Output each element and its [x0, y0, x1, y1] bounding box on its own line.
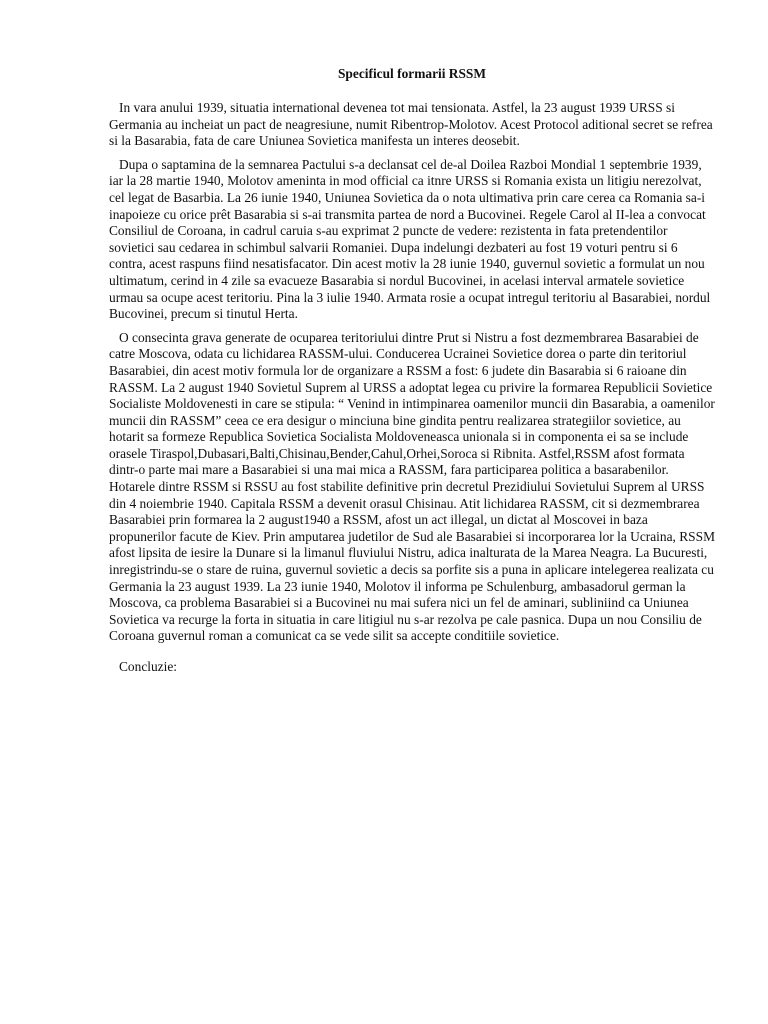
document-page: [109, 64, 715, 683]
document-title: Specificul formarii RSSM: [337, 66, 487, 81]
paragraph-1: In vara anului 1939, situatia international devenea tot mai tensionata. Astfel, la 23 august 1939 URSS si Germania au incheiat un pact de neagresiune, numit Ribentrop-Molotov. Acest Protocol aditional secret se refrea si la Basarabia, fata de care Uniunea Sovietica manifesta un interes deosebit.: [109, 100, 713, 149]
paragraph-3: O consecinta grava generate de ocuparea teritoriului dintre Prut si Nistru a fost dezmembrarea Basarabiei de catre Moscova, odata cu lichidarea RASSM-ului. Conducerea Ucrainei Sovietice dorea o parte din teritoriul Basarabiei, din acest motiv formula lor de organizare a RSSM a fost: 6 judete din Basarabia si 6 raioane din RASSM. La 2 august 1940 Sovietul Suprem al URSS a adoptat legea cu privire la formarea Republicii Sovietice Socialiste Moldovenesti in care se stipula: “ Venind in intimpinarea oamenilor muncii din Basarabia, a oamenilor muncii din RASSM” ceea ce era desigur o minciuna bine gindita pentru realizarea strategiilor sovietice, au hotarit sa formeze Republica Sovietica Socialista Moldoveneasca unionala si in componenta ei sa se include orasele Tiraspol,Dubasari,Balti,Chisinau,Bender,Cahul,Orhei,Soroca si Ribnita. Astfel,RSSM afost formata dintr-o parte mai mare a Basarabiei si una mai mica a RASSM, fara participarea politica a basarabenilor. Hotarele dintre RSSM si RSSU au fost stabilite definitive prin decretul Prezidiului Sovietului Suprem al URSS din 4 noiembrie 1940. Capitala RSSM a devenit orasul Chisinau. Atit lichidarea RASSM, cit si dezmembrarea Basarabiei prin formarea la 2 august1940 a RSSM, afost un act illegal, un dictat al Moscovei in baza propunerilor facute de Kiev. Prin amputarea judetilor de Sud ale Basarabiei si incorporarea lor la Ucraina, RSSM afost lipsita de iesire la Dunare si la limanul fluviului Nistru, adica inalturata de la Marea Neagra. La Bucuresti, inregistrindu-se o stare de ruina, guvernul sovietic a decis sa porfite sis a puna in aplicare intelegerea realizata cu Germania la 23 august 1939. La 23 iunie 1940, Molotov il informa pe Schulenburg, ambasadorul german la Moscova, ca problema Basarabiei si a Bucovinei nu mai sufera nici un fel de aminari, subliniind ca Uniunea Sovietica va recurge la forta in situatia in care litigiul nu s-ar rezolva pe cale pasnica. Dupa un nou Consiliu de Coroana guvernul roman a comunicat ca se vede silit sa accepte conditiile sovietice.: [109, 329, 715, 644]
paragraph-2: Dupa o saptamina de la semnarea Pactului s-a declansat cel de-al Doilea Razboi Mondial 1 septembrie 1939, iar la 28 martie 1940, Molotov ameninta in mod official ca itnre URSS si Romania exista un litigiu nerezolvat, cel legat de Basarbia. La 26 iunie 1940, Uniunea Sovietica da o nota ultimativa prin care cerea ca Romania sa-i inapoieze cu orice prêt Basarabia si s-ai transmita partea de nord a Bucovinei. Regele Carol al II-lea a convocat Consiliul de Coroana, in cadrul caruia s-au exprimat 2 puncte de vedere: rezistenta in fata pretendentilor sovietici sau cedarea in schimbul salvarii Romaniei. Dupa indelungi dezbateri au fost 19 voturi pentru si 6 contra, acest raspuns fiind nesatisfacator. Din acest motiv la 28 iunie 1940, guvernul sovietic a formulat un nou ultimatum, cerind in 4 zile sa evacueze Basarabia si nordul Bucovinei, in acelasi interval armatele sovietice urmau sa ocupe acest teritoriu. Pina la 3 iulie 1940. Armata rosie a ocupat intregul teritoriu al Basarabiei, nordul Bucovinei, precum si tinutul Herta.: [109, 156, 711, 322]
conclusion-label: Concluzie:: [119, 659, 178, 674]
